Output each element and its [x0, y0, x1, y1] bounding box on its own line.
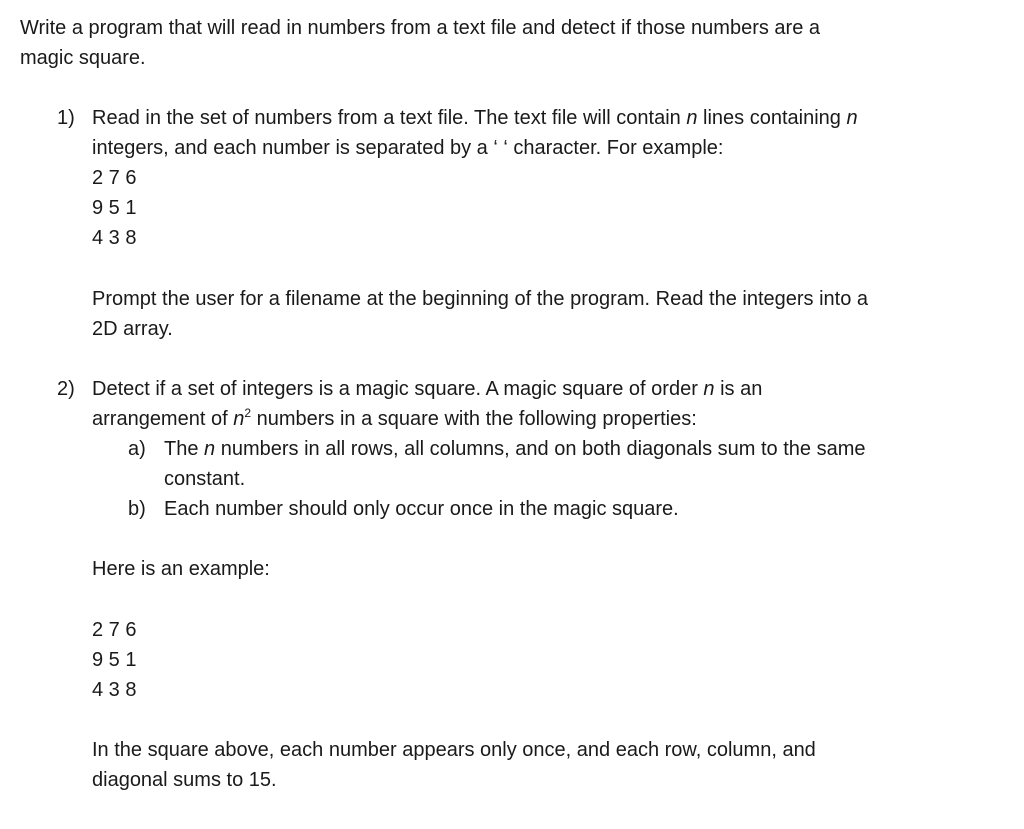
intro-line-2: magic square. [20, 47, 146, 69]
prompt-line-2: 2D array. [92, 318, 173, 340]
step-2-line-2 [92, 407, 697, 431]
sub-item-a-text-b: numbers in all rows, all columns, and on both diagonals sum to the same [215, 438, 866, 460]
sub-item-a-line-2: constant. [164, 468, 246, 490]
step-2-superscript: 2 [244, 406, 252, 420]
step-1-variable-n: n [846, 107, 858, 129]
step-2-text-c: arrangement of [92, 408, 234, 430]
step-1-line-1 [92, 106, 858, 130]
example-row: 2 7 6 [92, 167, 137, 189]
closing-line-1: In the square above, each number appears only once, and each row, column, and [92, 739, 816, 761]
example-row: 2 7 6 [92, 619, 137, 641]
example-intro: Here is an example: [92, 558, 270, 580]
example-row: 9 5 1 [92, 197, 137, 219]
step-2-variable-n: n [703, 378, 715, 400]
example-row: 4 3 8 [92, 227, 137, 249]
example-row: 9 5 1 [92, 649, 137, 671]
sub-item-a-label: a) [128, 438, 146, 460]
intro-line-1: Write a program that will read in numbers from a text file and detect if those numbers are a [20, 17, 820, 39]
step-1-text-a: Read in the set of numbers from a text file. The text file will contain [92, 107, 687, 129]
step-2-text-b: is an [714, 378, 763, 400]
step-1-number: 1) [57, 107, 75, 129]
step-2-number: 2) [57, 378, 75, 400]
prompt-line-1: Prompt the user for a filename at the beginning of the program. Read the integers into a [92, 288, 869, 310]
example-row: 4 3 8 [92, 679, 137, 701]
sub-item-b-label: b) [128, 498, 146, 520]
sub-item-a-line-1 [164, 437, 866, 461]
closing-line-2: diagonal sums to 15. [92, 769, 277, 791]
step-1-variable-n: n [686, 107, 698, 129]
sub-item-b-text: Each number should only occur once in the magic square. [164, 498, 679, 520]
step-2-line-1 [92, 377, 762, 401]
step-2-text-d: numbers in a square with the following properties: [251, 408, 697, 430]
step-2-variable-n: n [233, 408, 245, 430]
step-1-text-b: lines containing [697, 107, 847, 129]
sub-item-a-variable-n: n [204, 438, 216, 460]
step-1-line-2: integers, and each number is separated by a ‘ ‘ character. For example: [92, 137, 724, 159]
step-2-text-a: Detect if a set of integers is a magic square. A magic square of order [92, 378, 704, 400]
sub-item-a-text-a: The [164, 438, 205, 460]
